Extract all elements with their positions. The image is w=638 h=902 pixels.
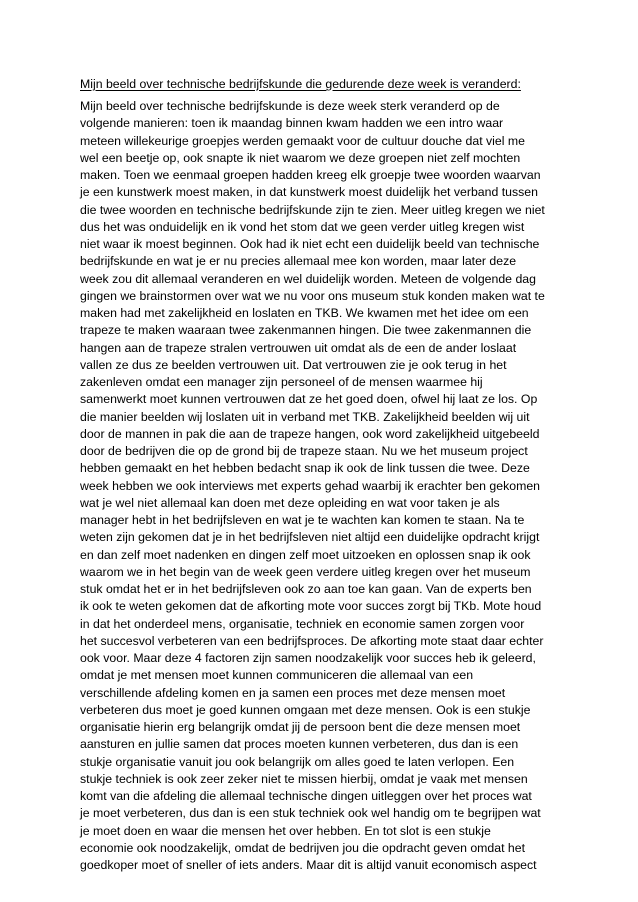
body-line: trapeze te maken waaraan twee zakenmannen hingen. Die twee zakenmannen die (80, 323, 532, 338)
body-line: gingen we brainstormen over wat we nu voor ons museum stuk konden maken wat te (80, 288, 545, 303)
document-page (80, 76, 558, 874)
body-line: week zou dit allemaal veranderen en wel duidelijk worden. Meteen de volgende dag (80, 271, 536, 286)
body-line: niet waar ik moest beginnen. Ook had ik niet echt een duidelijk beeld van technische (80, 237, 540, 251)
body-line: door de mannen in pak die aan de trapeze hangen, ook word zakelijkheid uitgebeeld (80, 426, 540, 441)
body-line: week hebben we ook interviews met experts gehad waarbij ik erachter ben gekomen (80, 478, 541, 493)
body-line: hebben gemaakt en het hebben bedacht snap ik ook de link tussen die twee. Deze (80, 461, 530, 476)
document-body (80, 98, 558, 874)
body-line: aansturen en jullie samen dat proces moeten kunnen verbeteren, dus dan is een (80, 737, 519, 752)
body-line: bedrijfskunde en wat je er nu precies allemaal mee kon worden, maar later deze (80, 254, 517, 269)
body-line: stukje techniek is ook zeer zeker niet te missen hierbij, omdat je vaak met mensen (80, 771, 528, 786)
body-line: manager hebt in het bedrijfsleven en wat je te wachten kan komen te staan. Na te (80, 513, 525, 527)
body-line: omdat je met mensen moet kunnen communiceren die allemaal van een (80, 668, 474, 683)
body-line: organisatie hierin erg belangrijk omdat jij de persoon bent die deze mensen moet (80, 720, 521, 734)
body-line: weten zijn gekomen dat je in het bedrijfsleven niet altijd een duidelijke opdracht krijgt (80, 530, 540, 545)
body-line: wat je wel niet allemaal kan doen met deze opleiding en wat voor taken je als (80, 495, 500, 510)
body-line: maken. Toen we eenmaal groepen hadden kreeg elk groepje twee woorden waarvan (80, 168, 541, 182)
body-line: komt van die afdeling die allemaal technische dingen uitleggen over het proces wat (80, 789, 532, 803)
body-line: het succesvol verbeteren van een bedrijfsproces. De afkorting mote staat daar echter (80, 633, 544, 648)
body-line: je moet doen en waar die mensen het over hebben. En tot slot is een stukje (80, 823, 491, 838)
body-line: door de bedrijven die op de grond bij de trapeze staan. Nu we het museum project (80, 444, 528, 458)
body-line: je een kunstwerk moest maken, in dat kunstwerk moest duidelijk het verband tussen (80, 185, 538, 200)
body-line: die manier beelden wij loslaten uit in verband met TKB. Zakelijkheid beelden wij uit (80, 409, 530, 424)
body-line: wel een beetje op, ook snapte ik niet waarom we deze groepen niet zelf mochten (80, 150, 521, 165)
body-line: volgende manieren: toen ik maandag binnen kwam hadden we een intro waar (80, 116, 504, 131)
body-line: meteen willekeurige groepjes werden gemaakt voor de cultuur douche dat viel me (80, 133, 525, 148)
body-line: verschillende afdeling komen en ja samen een proces met deze mensen moet (80, 685, 506, 700)
body-line: maken had met zakelijkheid en loslaten en TKB. We kwamen met het idee om een (80, 306, 529, 320)
body-line: goedkoper moet of sneller of iets anders. Maar dit is altijd vanuit economisch aspect (80, 858, 537, 872)
body-line: je moet verbeteren, dus dan is een stuk techniek ook wel handig om te begrijpen wat (80, 806, 541, 821)
body-line: stuk omdat het er in het bedrijfsleven ook zo aan toe kan gaan. Van de experts ben (80, 582, 532, 596)
body-line: stukje organisatie vanuit jou ook belangrijk om alles goed te laten verlopen. Een (80, 754, 515, 769)
body-line: waarom we in het begin van de week geen verdere uitleg kregen over het museum (80, 564, 531, 579)
body-line: hangen aan de trapeze stralen vertrouwen uit omdat als de een de ander loslaat (80, 340, 517, 355)
body-line: in dat het onderdeel mens, organisatie, techniek en economie samen zorgen voor (80, 616, 525, 631)
body-line: ook voor. Maar deze 4 factoren zijn samen noodzakelijk voor succes heb ik geleerd, (80, 651, 536, 665)
document-heading: Mijn beeld over technische bedrijfskunde die gedurende deze week is veranderd: (80, 77, 521, 91)
body-line: en dan zelf moet nadenken en dingen zelf moet uitzoeken en oplossen snap ik ook (80, 547, 531, 562)
body-line: die twee woorden en technische bedrijfskunde zijn te zien. Meer uitleg kregen we niet (80, 202, 545, 217)
body-line: Mijn beeld over technische bedrijfskunde is deze week sterk veranderd op de (80, 99, 500, 113)
body-line: ik ook te weten gekomen dat de afkorting mote voor succes zorgt bij TKb. Mote houd (80, 599, 542, 614)
body-line: zakenleven omdat een manager zijn personeel of de mensen waarmee hij (80, 375, 483, 389)
body-line: economie ook noodzakelijk, omdat de bedrijven jou die opdracht geven omdat het (80, 840, 526, 855)
body-line: verbeteren dus moet je goed kunnen omgaan met deze mensen. Ook is een stukje (80, 702, 531, 717)
body-line: samenwerkt moet kunnen vertrouwen dat ze het goed doen, ofwel hij laat ze los. Op (80, 392, 538, 407)
body-line: vallen ze dus ze beelden vertrouwen uit. Dat vertrouwen zie je ook terug in het (80, 357, 507, 372)
body-line: dus het was onduidelijk en ik vond het stom dat we geen verder uitleg kregen wist (80, 219, 525, 234)
